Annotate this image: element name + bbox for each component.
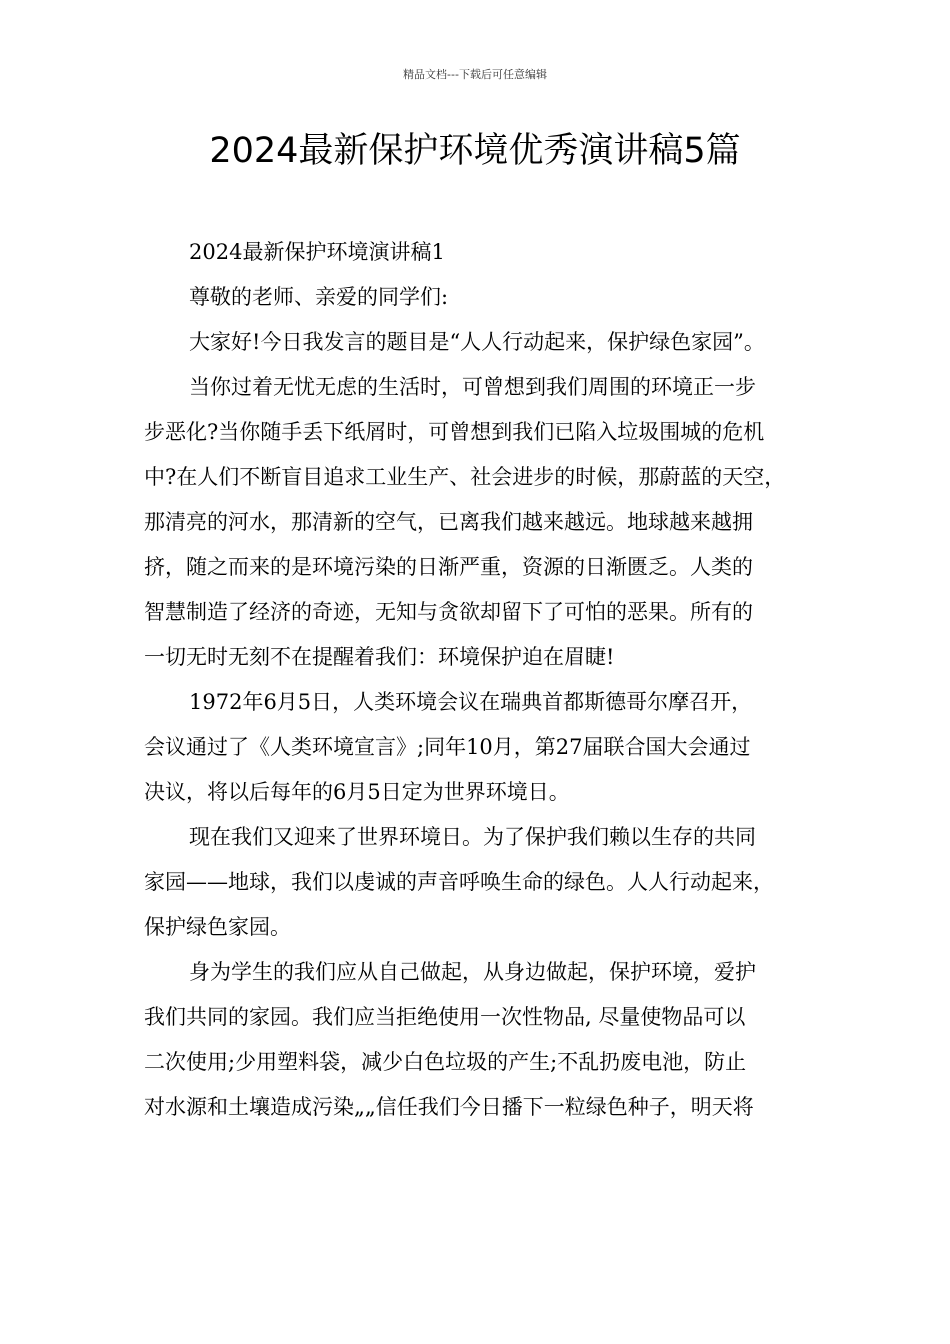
page-header-note: 精品文档---下载后可任意编辑 <box>403 68 547 81</box>
body-text-line: 决议，将以后每年的6月5日定为世界环境日。 <box>144 780 570 804</box>
document-body <box>144 230 828 1130</box>
body-text-line: 二次使用;少用塑料袋，减少白色垃圾的产生;不乱扔废电池，防止 <box>144 1050 747 1074</box>
document-title: 2024最新保护环境优秀演讲稿5篇 <box>209 131 741 171</box>
body-text-line: 那清亮的河水，那清新的空气，已离我们越来越远。地球越来越拥 <box>144 510 753 534</box>
body-text-line: 我们共同的家园。我们应当拒绝使用一次性物品, 尽量使物品可以 <box>144 1005 746 1029</box>
body-text-line: 大家好!今日我发言的题目是“人人行动起来，保护绿色家园”。 <box>189 330 765 354</box>
body-text-line: 当你过着无忧无虑的生活时，可曾想到我们周围的环境正一步 <box>189 375 756 399</box>
body-text-line: 尊敬的老师、亲爱的同学们: <box>189 285 449 309</box>
body-text-line: 智慧制造了经济的奇迹，无知与贪欲却留下了可怕的恶果。所有的 <box>144 600 753 624</box>
body-text-line: 保护绿色家园。 <box>144 915 291 939</box>
body-text-line: 中?在人们不断盲目追求工业生产、社会进步的时候，那蔚蓝的天空， <box>144 465 786 489</box>
body-text-line: 会议通过了《人类环境宣言》;同年10月，第27届联合国大会通过 <box>144 735 751 759</box>
body-text-line: 2024最新保护环境演讲稿1 <box>189 240 445 264</box>
body-text-line: 现在我们又迎来了世界环境日。为了保护我们赖以生存的共同 <box>189 825 756 849</box>
body-text-line: 家园——地球，我们以虔诚的声音呼唤生命的绿色。人人行动起来， <box>144 870 774 894</box>
body-text-line: 一切无时无刻不在提醒着我们：环境保护迫在眉睫! <box>144 645 615 669</box>
body-text-line: 对水源和土壤造成污染„„信任我们今日播下一粒绿色种子，明天将 <box>144 1095 754 1119</box>
body-text-line: 步恶化?当你随手丢下纸屑时，可曾想到我们已陷入垃圾围城的危机 <box>144 420 765 444</box>
body-text-line: 身为学生的我们应从自己做起，从身边做起，保护环境，爱护 <box>189 960 756 984</box>
body-text-line: 挤，随之而来的是环境污染的日渐严重，资源的日渐匮乏。人类的 <box>144 555 753 579</box>
body-text-line: 1972年6月5日，人类环境会议在瑞典首都斯德哥尔摩召开， <box>189 690 753 714</box>
